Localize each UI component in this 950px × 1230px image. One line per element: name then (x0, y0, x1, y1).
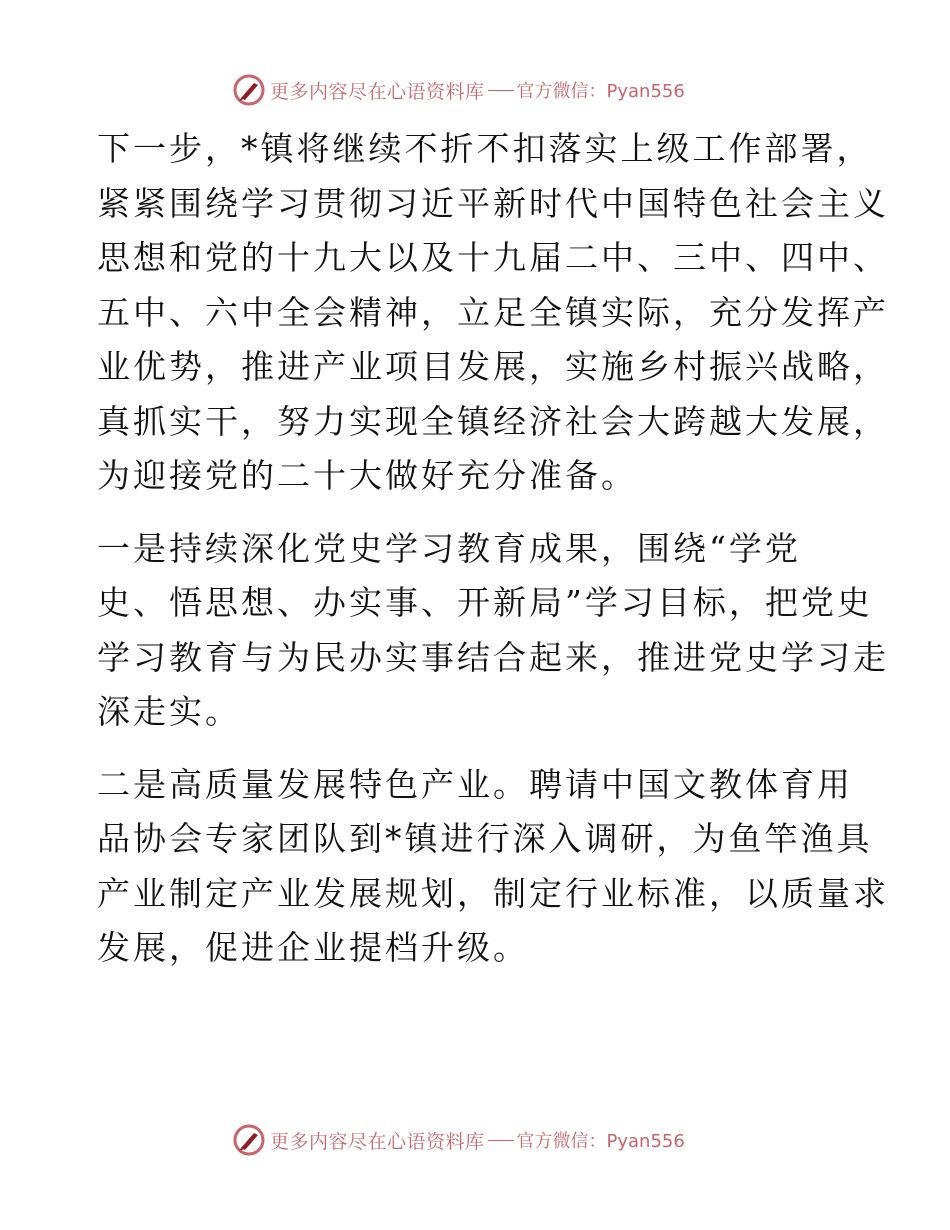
quill-pen-logo-icon (232, 1123, 266, 1157)
text-line: 史、悟思想、办实事、开新局”学习目标，把党史 (97, 583, 873, 622)
text-line: 发展，促进企业提档升级。 (97, 928, 529, 967)
paragraph-point-one (97, 522, 889, 740)
text-line: 紧紧围绕学习贯彻习近平新时代中国特色社会主义 (97, 183, 889, 223)
watermark-separator (488, 1140, 514, 1141)
watermark-brand-text: 更多内容尽在心语资料库 (270, 1130, 485, 1153)
text-line: 业优势，推进产业项目发展，实施乡村振兴战略， (97, 347, 889, 386)
text-line: 真抓实干，努力实现全镇经济社会大跨越大发展， (97, 401, 889, 441)
text-line: 下一步，*镇将继续不折不扣落实上级工作部署， (97, 129, 873, 168)
watermark-wechat-text: 官方微信：Pyan556 (516, 1131, 685, 1152)
text-line: 一是持续深化党史学习教育成果，围绕“学党 (97, 528, 801, 568)
quill-pen-logo-icon (232, 73, 266, 107)
text-line: 五中、六中全会精神，立足全镇实际，充分发挥产 (97, 292, 889, 332)
text-line: 二是高质量发展特色产业。聘请中国文教体育用 (97, 764, 853, 804)
watermark-separator (488, 90, 514, 91)
text-line: 为迎接党的二十大做好充分准备。 (97, 456, 637, 495)
watermark-wechat-text: 官方微信：Pyan556 (516, 81, 685, 102)
footer-watermark (232, 1122, 712, 1158)
text-line: 深走实。 (97, 692, 241, 731)
text-line: 学习教育与为民办实事结合起来，推进党史学习走 (97, 637, 889, 677)
document-body (97, 122, 889, 994)
paragraph-point-two (97, 758, 889, 976)
watermark-brand-text: 更多内容尽在心语资料库 (270, 80, 485, 103)
text-line: 思想和党的十九大以及十九届二中、三中、四中、 (97, 238, 889, 277)
header-watermark (232, 72, 712, 108)
text-line: 品协会专家团队到*镇进行深入调研，为鱼竿渔具 (97, 819, 873, 858)
text-line: 产业制定产业发展规划，制定行业标准，以质量求 (97, 873, 889, 913)
paragraph-next-steps (97, 122, 889, 504)
